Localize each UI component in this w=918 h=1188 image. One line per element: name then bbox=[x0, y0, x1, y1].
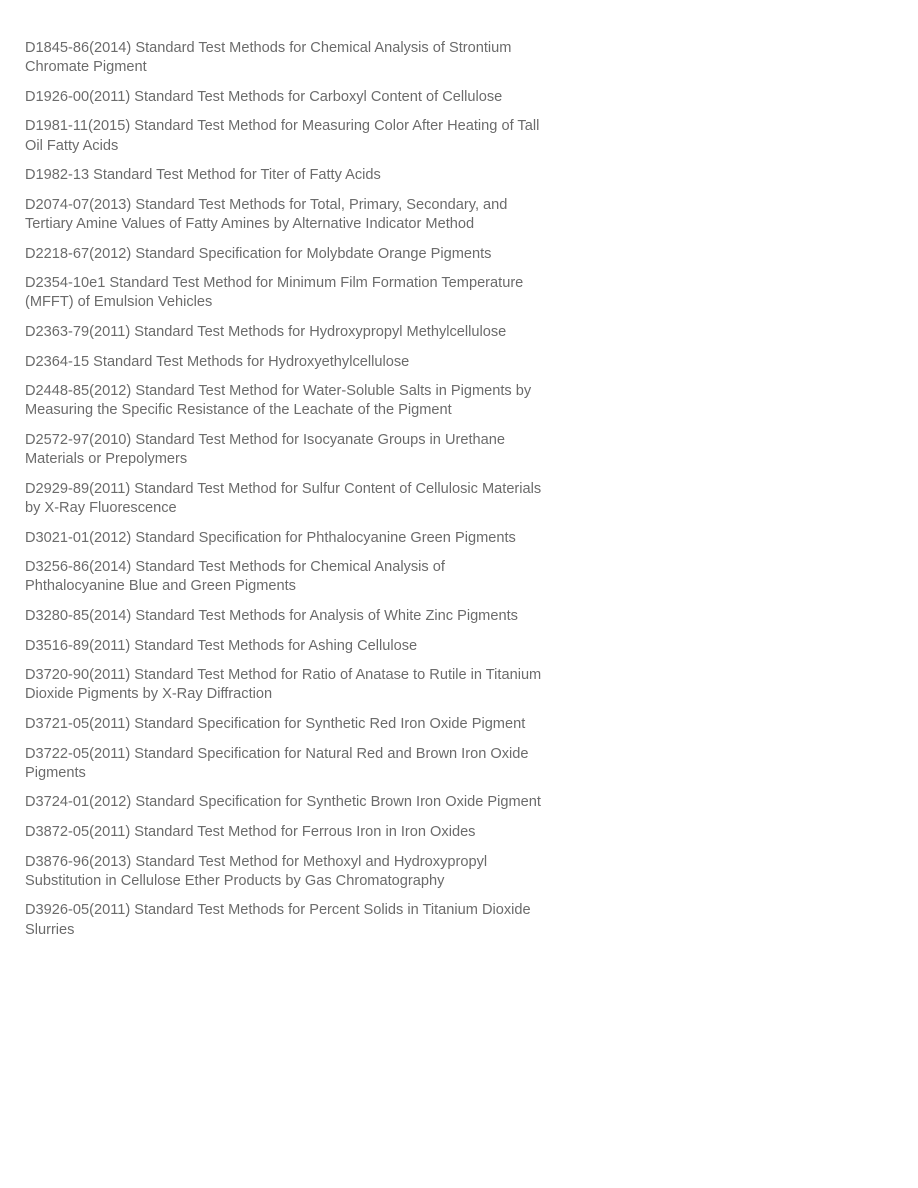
list-item: D2218-67(2012) Standard Specification for Molybdate Orange Pigments bbox=[25, 245, 492, 262]
list-item: D1845-86(2014) Standard Test Methods for Chemical Analysis of Strontium Chromate Pigment bbox=[25, 40, 512, 76]
list-item: D3516-89(2011) Standard Test Methods for Ashing Cellulose bbox=[25, 637, 418, 654]
list-item: D3021-01(2012) Standard Specification for Phthalocyanine Green Pigments bbox=[25, 529, 516, 546]
list-item: D2572-97(2010) Standard Test Method for Isocyanate Groups in Urethane Materials or Prepolymers bbox=[25, 431, 505, 468]
list-item: D3722-05(2011) Standard Specification for Natural Red and Brown Iron Oxide Pigments bbox=[25, 745, 529, 781]
list-item: D3721-05(2011) Standard Specification for Synthetic Red Iron Oxide Pigment bbox=[25, 715, 526, 732]
list-item: D3724-01(2012) Standard Specification for Synthetic Brown Iron Oxide Pigment bbox=[25, 794, 541, 811]
list-item: D3720-90(2011) Standard Test Method for Ratio of Anatase to Rutile in Titanium Dioxide Pigments by X-Ray Diffraction bbox=[25, 667, 542, 703]
list-item: D3280-85(2014) Standard Test Methods for Analysis of White Zinc Pigments bbox=[25, 607, 518, 624]
list-item: D3872-05(2011) Standard Test Method for Ferrous Iron in Iron Oxides bbox=[25, 823, 476, 840]
standards-list bbox=[25, 39, 545, 950]
list-item: D3876-96(2013) Standard Test Method for Methoxyl and Hydroxypropyl Substitution in Cellulose Ether Products by Gas Chromatography bbox=[25, 853, 488, 889]
list-item: D3926-05(2011) Standard Test Methods for Percent Solids in Titanium Dioxide Slurries bbox=[25, 902, 531, 938]
list-item: D2929-89(2011) Standard Test Method for Sulfur Content of Cellulosic Materials by X-Ray Fluorescence bbox=[25, 480, 542, 516]
list-item: D2074-07(2013) Standard Test Methods for Total, Primary, Secondary, and Tertiary Amine Values of Fatty Amines by Alternative Indicator Method bbox=[25, 196, 508, 232]
list-item: D1926-00(2011) Standard Test Methods for Carboxyl Content of Cellulose bbox=[25, 88, 503, 105]
list-item: D3256-86(2014) Standard Test Methods for Chemical Analysis of Phthalocyanine Blue and Green Pigments bbox=[25, 559, 445, 595]
list-item: D2364-15 Standard Test Methods for Hydroxyethylcellulose bbox=[25, 353, 410, 370]
list-item: D1982-13 Standard Test Method for Titer of Fatty Acids bbox=[25, 167, 381, 184]
list-item: D2363-79(2011) Standard Test Methods for Hydroxypropyl Methylcellulose bbox=[25, 323, 507, 340]
list-item: D1981-11(2015) Standard Test Method for Measuring Color After Heating of Tall Oil Fatty Acids bbox=[25, 118, 540, 154]
list-item: D2448-85(2012) Standard Test Method for Water-Soluble Salts in Pigments by Measuring the Specific Resistance of the Leachate of the Pigment bbox=[25, 383, 532, 419]
list-item: D2354-10e1 Standard Test Method for Minimum Film Formation Temperature (MFFT) of Emulsion Vehicles bbox=[25, 275, 524, 311]
